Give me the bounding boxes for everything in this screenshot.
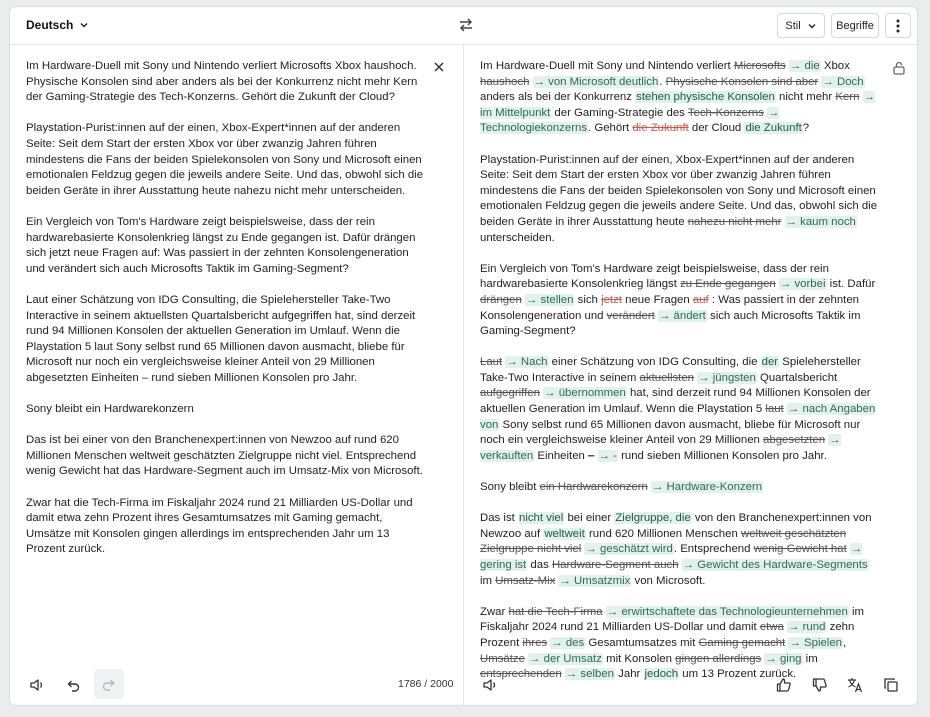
speaker-icon[interactable]: [476, 671, 504, 699]
pane-divider: [463, 45, 464, 706]
source-language-select[interactable]: [26, 18, 89, 32]
unchanged-text: bei einer: [564, 512, 615, 525]
terms-button[interactable]: [831, 13, 879, 38]
unchanged-text: Ein Vergleich von Tom's Hardware zeigt beispielsweise, dass der rein hardwarebasierte Konsolenkrieg längst: [480, 262, 829, 291]
unchanged-text: Jahr: [615, 668, 644, 681]
thumbs-up-icon[interactable]: [770, 671, 798, 699]
replacement-text[interactable]: → -: [598, 449, 617, 462]
deleted-text[interactable]: abgesetzten: [763, 434, 826, 447]
source-paragraph: Ein Vergleich von Tom's Hardware zeigt beispielsweise, dass der rein hardwarebasierte Konsolenkrieg längst zu Ende gegangen ist. Dafür drängen sich jetzt neue Fragen auf: Was passiert in der zehnten Konsolengeneration und verändert sich auch Microsofts Taktik im Gaming-Segment?: [26, 215, 416, 275]
inserted-text[interactable]: weltweit: [544, 527, 585, 540]
unchanged-text: rund sieben Millionen Konsolen pro Jahr.: [617, 449, 827, 462]
replacement-text[interactable]: → im Mittelpunkt: [480, 91, 875, 119]
replacement-text[interactable]: → der Umsatz: [529, 652, 602, 665]
deleted-text[interactable]: wenig Gewicht hat: [753, 543, 847, 556]
unchanged-text: . Entsprechend: [673, 543, 754, 556]
inserted-text[interactable]: die Zukunft: [745, 122, 802, 135]
unchanged-text: anders als bei der Konkurrenz: [480, 91, 636, 104]
unchanged-text: von den Branchenexpert:innen von Newzoo auf: [480, 512, 872, 540]
character-counter: 1786 / 2000: [398, 678, 454, 690]
replacement-text[interactable]: → nach Angaben von: [480, 403, 876, 431]
replacement-text[interactable]: → erwirtschaftete das Technologieunternehmen: [606, 605, 848, 618]
replacement-text[interactable]: → gering ist: [480, 543, 863, 571]
deleted-text[interactable]: Hardware-Segment auch: [551, 559, 679, 571]
deleted-text[interactable]: Kern: [835, 91, 860, 104]
more-vertical-icon: [896, 19, 900, 33]
deleted-text[interactable]: Umsätze: [480, 652, 525, 665]
write-app: [9, 6, 918, 706]
unchanged-text: im: [802, 652, 818, 665]
replacement-text[interactable]: → von Microsoft deutlich: [533, 75, 659, 88]
source-paragraph: Das ist bei einer von den Branchenexpert:innen von Newzoo auf rund 620 Millionen Menschen weltweit geschätzten Zielgruppe nicht viel. Entsprechend wenig Gewicht hat das Hardware-Segment auch im Umsatz-Mix von Microsoft.: [26, 434, 423, 478]
unchanged-text: der Gaming-Strategie des: [551, 106, 688, 119]
deleted-text[interactable]: Microsofts: [733, 60, 786, 72]
replacement-text[interactable]: → Umsatzmix: [559, 574, 631, 587]
unchanged-text: . Gehört: [588, 122, 633, 135]
deleted-text[interactable]: verändert: [606, 309, 655, 322]
unchanged-text: im Fiskaljahr 2024 rund 21 Milliarden US-Dollar und damit: [480, 605, 865, 634]
unchanged-text: ,: [843, 636, 847, 649]
removed-text[interactable]: die Zukunft: [632, 122, 689, 135]
toolbar: [10, 7, 917, 45]
result-paragraph: [480, 511, 882, 589]
source-paragraph: Zwar hat die Tech-Firma im Fiskaljahr 2024 rund 21 Milliarden US-Dollar und damit etwa zehn Prozent ihres Gesamtumsatzes mit Gaming gemacht, Umsätze mit Konsolen gingen allerdings im entsprechenden Jahr um 13 Prozent zurück.: [26, 496, 413, 556]
redo-icon[interactable]: [94, 669, 124, 699]
unchanged-text: hat, sind derzeit rund 94 Millionen Konsolen der aktuellen Generation im Umlauf. Wenn die Playstation 5: [480, 387, 871, 416]
replacement-text[interactable]: → Nach: [506, 356, 548, 369]
result-paragraph: [480, 59, 882, 137]
deleted-text[interactable]: aufgegriffen: [480, 387, 540, 400]
deleted-text[interactable]: entsprechenden: [480, 668, 562, 681]
unchanged-text: .: [659, 75, 666, 88]
deleted-text[interactable]: hat die Tech-Firma: [508, 605, 603, 618]
unchanged-text: ?: [802, 122, 810, 135]
unchanged-text: Xbox: [820, 60, 850, 72]
replacement-text[interactable]: → rund: [788, 621, 826, 634]
unchanged-text: Zwar: [480, 605, 509, 618]
source-paragraph: Sony bleibt ein Hardwarekonzern: [26, 403, 194, 416]
replacement-text[interactable]: → Hardware-Konzern: [651, 481, 763, 494]
copy-icon[interactable]: [877, 671, 905, 699]
replacement-text[interactable]: → vorbei: [779, 278, 826, 291]
chevron-down-icon: [79, 20, 89, 30]
deleted-text[interactable]: haushoch: [480, 75, 530, 88]
deleted-text[interactable]: gingen allerdings: [675, 652, 762, 665]
inserted-text[interactable]: jedoch: [644, 668, 679, 681]
more-options-button[interactable]: [885, 13, 911, 38]
replacement-text[interactable]: → Doch: [822, 75, 864, 88]
replacement-text[interactable]: → Gewicht des Hardware-Segments: [682, 559, 868, 571]
deleted-text[interactable]: Tech-Konzerns: [687, 106, 764, 119]
deleted-text[interactable]: Umsatz-Mix: [495, 574, 556, 587]
unchanged-text: rund 620 Millionen Menschen: [585, 527, 741, 540]
unchanged-text: ist. Dafür: [826, 278, 876, 291]
deleted-text[interactable]: laut: [765, 403, 784, 416]
translate-icon[interactable]: [841, 671, 869, 699]
unchanged-text: Sony selbst rund 65 Millionen davon ausmacht, bliebe für Microsoft nur noch ein vergleichsweise kleiner Anteil von 29 Millionen: [480, 418, 861, 447]
unchanged-text: das: [527, 559, 552, 571]
inserted-text[interactable]: nicht viel: [518, 512, 564, 525]
unchanged-text: Das ist: [480, 512, 518, 525]
footer-bar: [10, 665, 917, 705]
unchanged-text: einer Schätzung von IDG Consulting, die: [548, 356, 761, 369]
speaker-icon[interactable]: [23, 671, 51, 699]
unchanged-text: Spielehersteller Take-Two Interactive in seinem: [480, 356, 861, 384]
unchanged-text: zehn Prozent: [480, 621, 855, 649]
unchanged-text: Playstation-Purist:innen auf der einen, Xbox-Expert*innen auf der anderen Seite: Seit dem Start der ersten Xbox vor über zwanzig Jahren führen mindestens die Fans der beiden Spielekonsolen von Sony und Microsoft einen emotionalen Feldzug gegen die jeweils andere Seite. Und das, obwohl sich die beiden Geräte in ihrer Ausstattung heute: [480, 153, 878, 228]
replacement-text[interactable]: → die: [789, 60, 820, 72]
unchanged-text: unterscheiden.: [480, 231, 555, 244]
thumbs-down-icon[interactable]: [806, 671, 834, 699]
replacement-text[interactable]: → selben: [565, 668, 614, 681]
lock-icon[interactable]: [891, 60, 907, 76]
deleted-text[interactable]: ihres: [522, 636, 548, 649]
inserted-text[interactable]: stehen physische Konsolen: [636, 91, 775, 104]
source-text-area[interactable]: [26, 59, 430, 574]
result-paragraph: [480, 355, 882, 464]
swap-languages-icon[interactable]: [456, 15, 476, 35]
deleted-text[interactable]: zu Ende gegangen: [680, 278, 776, 291]
removed-text[interactable]: auf: [692, 293, 709, 306]
improved-text-area: [480, 59, 882, 698]
chevron-down-icon: [807, 21, 817, 31]
replacement-text[interactable]: → kaum noch: [785, 215, 856, 228]
replacement-text[interactable]: → jüngsten: [698, 371, 756, 384]
unchanged-text: um 13 Prozent zurück.: [679, 668, 797, 681]
unchanged-text: neue Fragen: [625, 293, 693, 306]
deleted-text[interactable]: aktuellsten: [639, 371, 695, 384]
replacement-text[interactable]: → stellen: [525, 293, 574, 306]
deleted-text[interactable]: Gaming gemacht: [698, 636, 786, 649]
style-dropdown[interactable]: [777, 13, 825, 38]
removed-text[interactable]: jetzt: [601, 293, 622, 306]
style-label: Stil: [785, 19, 801, 32]
replacement-text[interactable]: → übernommen: [544, 387, 626, 400]
unchanged-text: sich: [574, 293, 602, 306]
unchanged-text: Quartalsbericht: [756, 371, 838, 384]
replacement-text[interactable]: → Spielen: [789, 636, 843, 649]
source-language-label: Deutsch: [26, 18, 74, 32]
deleted-text[interactable]: Physische Konsolen sind aber: [665, 75, 819, 88]
unchanged-text: von Microsoft.: [631, 574, 706, 587]
source-paragraph: Playstation-Purist:innen auf der einen, Xbox-Expert*innen auf der anderen Seite: Seit dem Start der ersten Xbox vor über zwanzig Jahren führen mindestens die Fans der beiden Spielekonsolen von Sony und Microsoft einen emotionalen Feldzug gegen die jeweils andere Seite. Und das, obwohl sich die beiden Geräte in ihrer Ausstattung heute nahezu nicht mehr unterscheiden.: [26, 122, 424, 197]
result-paragraph: [480, 480, 882, 496]
unchanged-text: der Cloud: [691, 122, 745, 135]
result-paragraph: [480, 153, 882, 247]
replacement-text[interactable]: → geschätzt wird: [585, 543, 673, 556]
deleted-text[interactable]: etwa: [759, 621, 784, 634]
replacement-text[interactable]: → ändert: [658, 309, 706, 322]
deleted-text[interactable]: drängen: [480, 293, 522, 306]
deleted-text[interactable]: Laut: [480, 356, 503, 369]
unchanged-text: mit Konsolen: [602, 652, 676, 665]
deleted-text[interactable]: ein Hardwarekonzern: [539, 481, 648, 494]
replacement-text[interactable]: → Technologiekonzerns: [480, 106, 780, 135]
deleted-text[interactable]: –: [588, 449, 595, 462]
replacement-text[interactable]: → ging: [765, 652, 802, 665]
replacement-text[interactable]: → verkauften: [480, 434, 841, 462]
source-paragraph: Im Hardware-Duell mit Sony und Nintendo verliert Microsofts Xbox haushoch. Physische Konsolen sind aber anders als bei der Konkurrenz nicht mehr Kern der Gaming-Strategie des Tech-Konzerns. Gehört die Zukunft der Cloud?: [26, 60, 418, 104]
replacement-text[interactable]: → des: [551, 636, 585, 649]
unchanged-text: Sony bleibt: [480, 481, 540, 494]
unchanged-text: Gesamtumsatzes mit: [585, 636, 699, 649]
unchanged-text: Im Hardware-Duell mit Sony und Nintendo verliert: [480, 60, 734, 72]
unchanged-text: im: [480, 574, 496, 587]
unchanged-text: Einheiten: [534, 449, 589, 462]
close-icon[interactable]: [432, 60, 446, 74]
deleted-text[interactable]: weltweit geschätzten Zielgruppe nicht viel: [480, 527, 847, 556]
terms-label: Begriffe: [836, 19, 874, 32]
deleted-text[interactable]: nahezu nicht mehr: [687, 215, 782, 228]
undo-icon[interactable]: [59, 671, 87, 699]
unchanged-text: sich auch Microsofts Taktik im Gaming-Segment?: [480, 309, 861, 338]
unchanged-text: nicht mehr: [775, 91, 836, 104]
source-paragraph: Laut einer Schätzung von IDG Consulting, die Spielehersteller Take-Two Interactive in seinem aktuellsten Quartalsbericht aufgegriffen hat, sind derzeit rund 94 Millionen Konsolen der aktuellen Generation im Umlauf. Wenn die Playstation 5 laut Sony selbst rund 65 Millionen davon ausmacht, bliebe für Microsoft nur noch ein vergleichsweise kleiner Anteil von 29 Millionen abgesetzten Einheiten – rund sieben Millionen Konsolen pro Jahr.: [26, 293, 416, 384]
inserted-text[interactable]: Zielgruppe, die: [615, 512, 691, 525]
inserted-text[interactable]: der: [761, 356, 779, 369]
unchanged-text: : Was passiert in der zehnten Konsolengeneration und: [480, 293, 859, 322]
result-paragraph: [480, 262, 882, 340]
